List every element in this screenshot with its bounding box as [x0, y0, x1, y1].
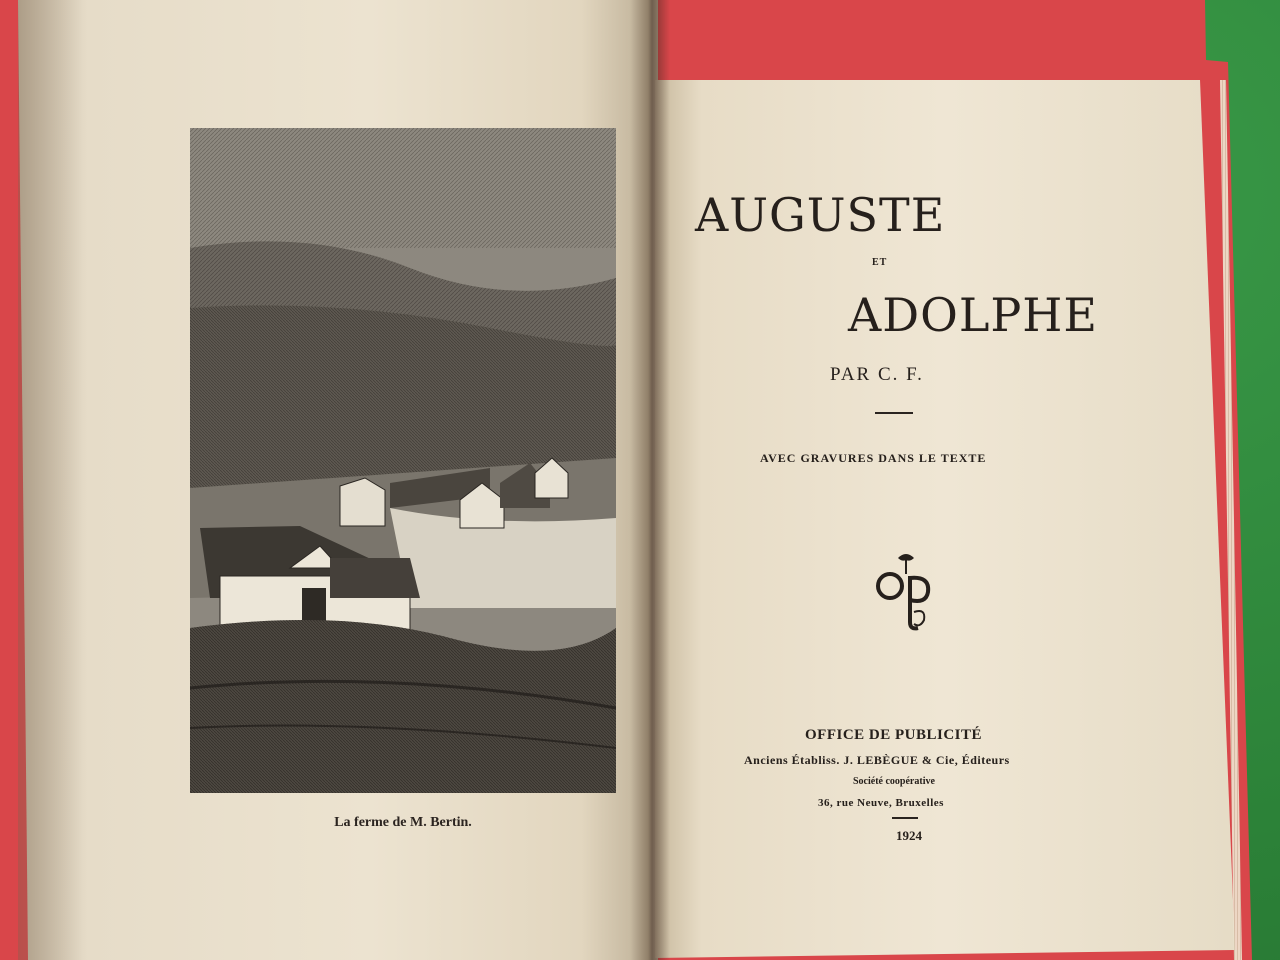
publication-year: 1924	[896, 828, 922, 843]
book-title-line-1: AUGUSTE	[695, 188, 946, 242]
farm-engraving-svg	[190, 128, 616, 793]
author-line: PAR C. F.	[830, 364, 924, 385]
subtitle: AVEC GRAVURES DANS LE TEXTE	[760, 451, 987, 465]
publisher-type: Société coopérative	[853, 776, 935, 787]
publisher-detail: Anciens Établiss. J. LEBÈGUE & Cie, Éditeurs	[744, 753, 1010, 767]
illustration-caption: La ferme de M. Bertin.	[334, 815, 472, 830]
publisher-address: 36, rue Neuve, Bruxelles	[818, 797, 944, 809]
title-divider	[875, 412, 913, 414]
left-page-shadow	[18, 0, 88, 960]
farm-engraving-image	[190, 128, 616, 793]
publisher-name: OFFICE DE PUBLICITÉ	[805, 727, 983, 743]
book-title-line-2: ADOLPHE	[848, 288, 1099, 342]
title-conjunction: ET	[872, 257, 888, 268]
monogram-icon	[870, 550, 942, 632]
address-divider	[892, 817, 918, 819]
book-gutter	[630, 0, 670, 960]
publisher-monogram-logo	[870, 550, 942, 632]
